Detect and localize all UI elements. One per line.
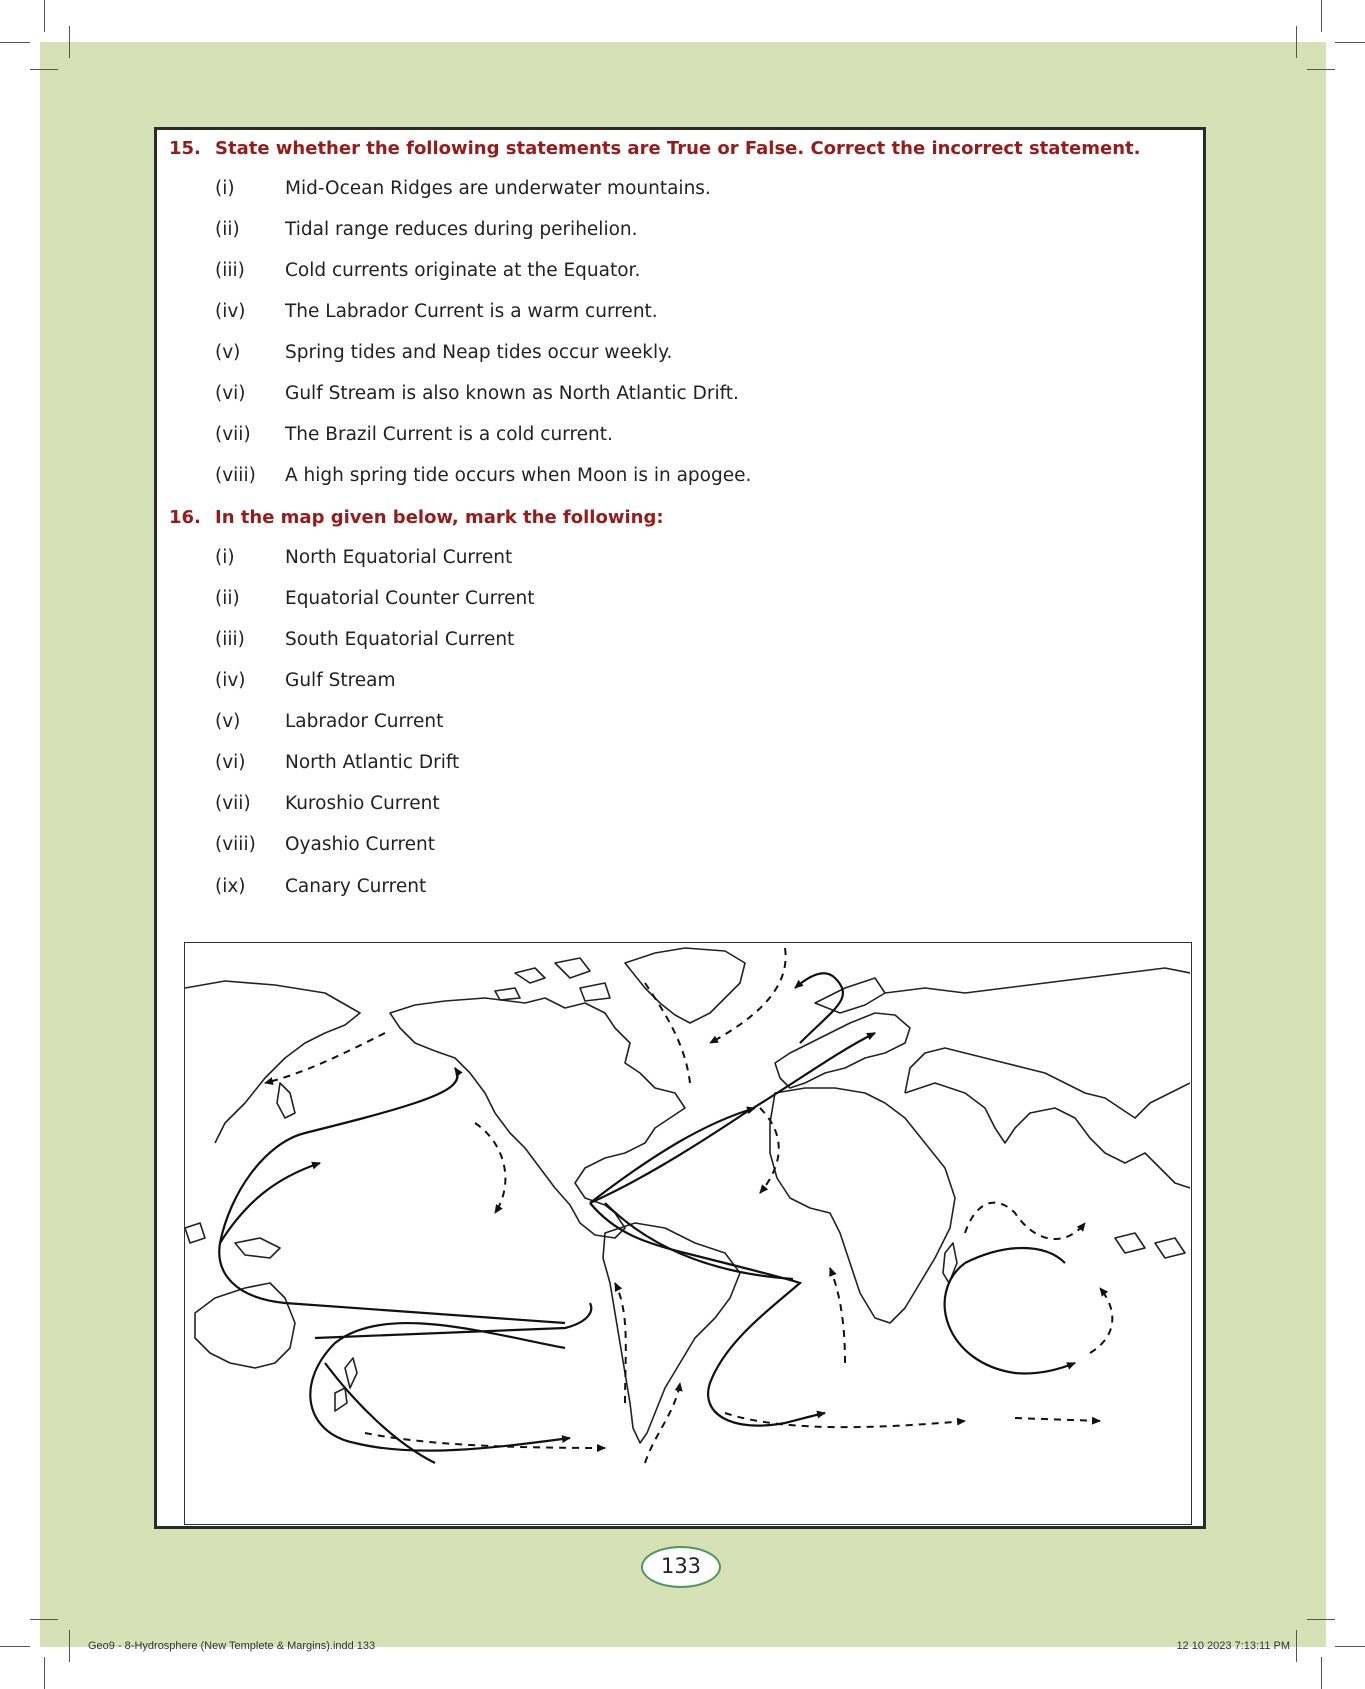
land-outline [555, 958, 590, 978]
question-number: 16. [169, 507, 201, 528]
crop-mark [1335, 1646, 1365, 1647]
current-line [710, 948, 786, 1043]
outline-map [185, 943, 1190, 1523]
land-outline [943, 1243, 957, 1283]
land-outline [185, 1223, 205, 1243]
q16-item: (viii) Oyashio Current [215, 834, 436, 855]
current-line [965, 1248, 1065, 1263]
current-line [590, 1033, 875, 1203]
q16-item: (vi) North Atlantic Drift [215, 752, 460, 773]
crop-mark [1307, 1619, 1335, 1620]
question-number: 15. [169, 138, 201, 159]
crop-mark [69, 1630, 70, 1662]
q16-item: (ix) Canary Current [215, 876, 427, 897]
q16-item: (iii) South Equatorial Current [215, 629, 515, 650]
crop-mark [1307, 69, 1335, 70]
question-box [154, 127, 1206, 1529]
current-line [1015, 1418, 1100, 1421]
q15-item: (vi) Gulf Stream is also known as North Atlantic Drift. [215, 383, 739, 404]
crop-mark [44, 0, 45, 32]
land-outline [345, 1358, 357, 1388]
crop-mark [1321, 1657, 1322, 1689]
current-line [795, 973, 843, 1043]
q16-item: (ii) Equatorial Counter Current [215, 588, 535, 609]
q16-item: (vii) Kuroshio Current [215, 793, 440, 814]
crop-mark [0, 42, 30, 43]
crop-mark [44, 1657, 45, 1689]
land-outline [235, 1238, 280, 1258]
current-line [475, 1123, 505, 1213]
current-line [830, 1268, 845, 1363]
crop-mark [1335, 42, 1365, 43]
land-outline [335, 1388, 347, 1411]
land-outline [770, 1088, 955, 1323]
land-outline [277, 1083, 295, 1118]
question-16-heading [169, 507, 664, 528]
land-outline [185, 981, 360, 1143]
current-line [945, 1263, 1075, 1374]
crop-mark [30, 1619, 58, 1620]
crop-mark [1296, 26, 1297, 58]
question-15-heading [169, 138, 1140, 159]
q15-item: (v) Spring tides and Neap tides occur weekly. [215, 342, 673, 363]
q15-item: (viii) A high spring tide occurs when Moon is in apogee. [215, 465, 752, 486]
land-outline [1155, 1238, 1185, 1258]
land-outline [603, 1223, 740, 1443]
q16-item: (i) North Equatorial Current [215, 547, 513, 568]
land-outline [195, 1283, 295, 1368]
crop-mark [30, 69, 58, 70]
crop-mark [1321, 0, 1322, 32]
crop-mark [69, 26, 70, 58]
q15-item: (i) Mid-Ocean Ridges are underwater mountains. [215, 178, 711, 199]
crop-mark [1296, 1630, 1297, 1662]
world-ocean-currents-map [184, 942, 1192, 1525]
footer-timestamp: 12 10 2023 7:13:11 PM [1176, 1640, 1290, 1652]
land-outline [815, 978, 885, 1013]
current-line [220, 1068, 458, 1243]
current-line [265, 1033, 385, 1083]
crop-mark [0, 1646, 30, 1647]
current-line [605, 1203, 793, 1279]
q15-item: (iv) The Labrador Current is a warm current. [215, 301, 658, 322]
land-outline [905, 1048, 1190, 1118]
land-outline [580, 983, 610, 1001]
footer-file-info: Geo9 - 8-Hydrosphere (New Templete & Margins).indd 133 [88, 1640, 376, 1652]
current-line [965, 1203, 1085, 1239]
land-outline [1115, 1233, 1145, 1253]
land-outline [885, 968, 1190, 993]
page-number: 133 [641, 1546, 721, 1588]
current-line [1090, 1288, 1112, 1353]
q16-item: (iv) Gulf Stream [215, 670, 396, 691]
land-outline [495, 988, 520, 1000]
q16-item: (v) Labrador Current [215, 711, 444, 732]
land-outline [905, 1083, 1190, 1188]
land-outline [625, 948, 745, 1023]
question-text: In the map given below, mark the following: [215, 507, 664, 528]
q15-item: (iii) Cold currents originate at the Equator. [215, 260, 641, 281]
q15-item: (ii) Tidal range reduces during perihelion. [215, 219, 638, 240]
question-text: State whether the following statements are True or False. Correct the incorrect statement. [215, 138, 1141, 159]
current-line [220, 1163, 320, 1243]
land-outline [390, 998, 685, 1238]
current-line [645, 983, 690, 1083]
q15-item: (vii) The Brazil Current is a cold current. [215, 424, 613, 445]
current-line [590, 1203, 825, 1426]
land-outline [515, 968, 545, 983]
